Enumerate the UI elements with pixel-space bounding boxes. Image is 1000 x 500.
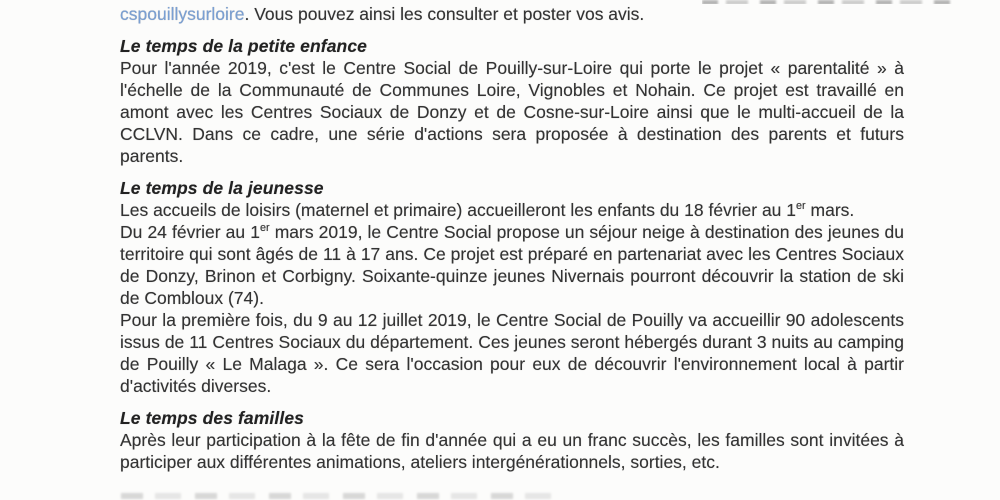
paragraph-familles: Après leur participation à la fête de fin d'année qui a eu un franc succès, les familles sont invitées à participer aux différentes animations, ateliers intergénérationnels, sorties, etc. [120, 430, 904, 472]
paragraph-petite-enfance: Pour l'année 2019, c'est le Centre Social de Pouilly-sur-Loire qui porte le projet « parentalité » à l'échelle de la Communauté de Communes Loire, Vignobles et Nohain. Ce projet est travaillé en amont avec les Centres Sociaux de Donzy et de Cosne-sur-Loire ainsi que le multi-accueil de la CCLVN. Dans ce cadre, une série d'actions sera proposée à destination des parents et futurs parents. [120, 58, 904, 166]
section-title-familles: Le temps des familles [120, 408, 304, 428]
cspouillysurloire-link[interactable]: cspouillysurloire [120, 4, 245, 24]
text-run: mars. [805, 200, 855, 220]
intro-paragraph [120, 3, 904, 25]
paragraph-jeunesse-sejour-neige [120, 221, 904, 309]
paragraph-jeunesse-accueil-adolescents: Pour la première fois, du 9 au 12 juillet 2019, le Centre Social de Pouilly va accueillir 90 adolescents issus de 11 Centres Sociaux du département. Ces jeunes seront hébergés durant 3 nuits au camping de Pouilly « Le Malaga ». Ce sera l'occasion pour eux de découvrir l'environnement local à partir d'activités diverses. [120, 310, 904, 396]
cutoff-next-line-remnant [121, 493, 559, 499]
superscript-er: er [259, 222, 270, 235]
paragraph-jeunesse-accueils-loisirs [120, 199, 904, 221]
text-run: Du 24 février au 1 [120, 222, 260, 242]
document-content [120, 3, 904, 473]
text-run: mars 2019, le Centre Social propose un séjour neige à destination des jeunes du territoire qui sont âgés de 11 à 17 ans. Ce projet est préparé en partenariat avec les Centres Sociaux de Donzy, Brinon et Corbigny. Soixante-quinze jeunes Nivernais pourront découvrir la station de ski de Combloux (74). [120, 222, 904, 308]
intro-text-run: . Vous pouvez ainsi les consulter et poster vos avis. [244, 4, 645, 24]
text-run: Les accueils de loisirs (maternel et primaire) accueilleront les enfants du 18 février au 1 [120, 200, 797, 220]
section-title-jeunesse: Le temps de la jeunesse [120, 178, 324, 198]
section-title-petite-enfance: Le temps de la petite enfance [120, 36, 368, 56]
superscript-er: er [796, 200, 806, 213]
